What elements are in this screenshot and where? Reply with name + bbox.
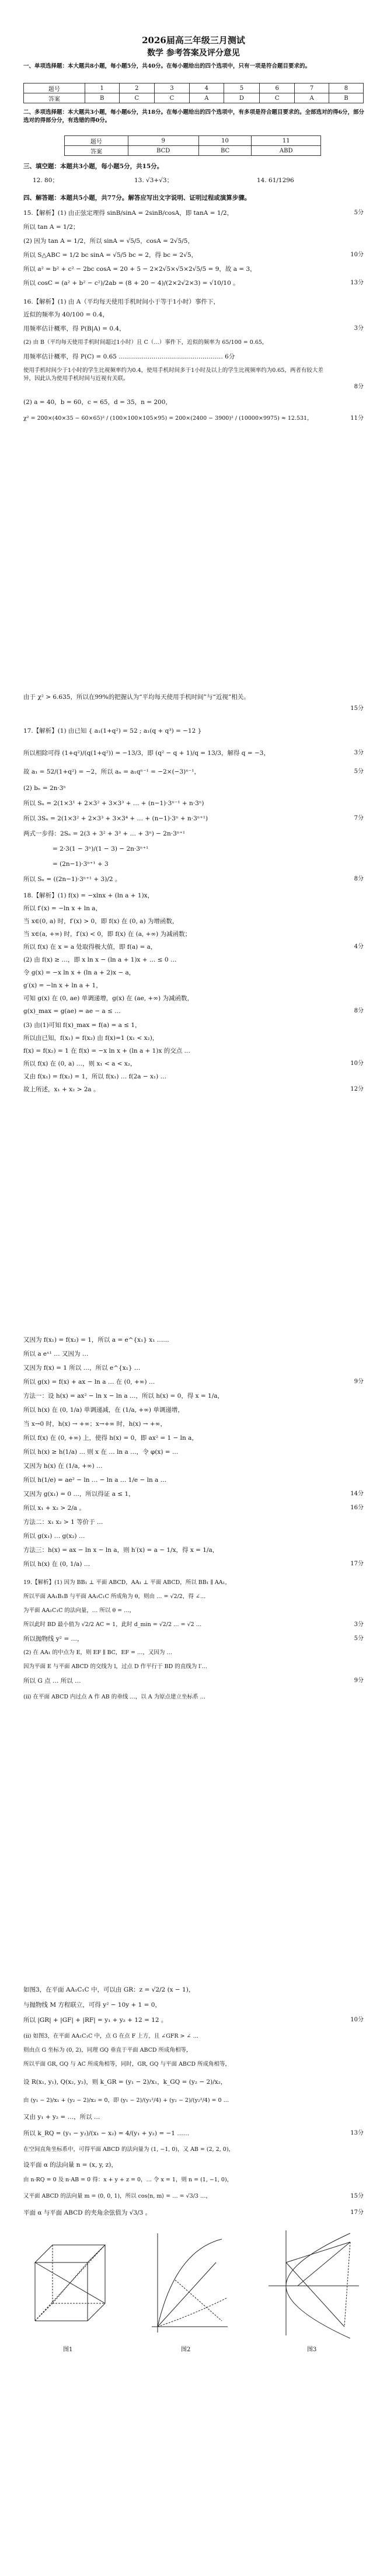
table-cell: 答案 xyxy=(24,93,85,103)
q19-line: 又平面 ABCD 的法向量 m = (0, 0, 1)，所以 cos⟨n, m⟩ = … = √3/3 …， xyxy=(23,2193,211,2199)
q16-line: χ² = 200×(40×35 − 60×65)² / (100×100×105×95) = 200×(2400 − 3900)² / (10000×9975) ≈ 12.531， xyxy=(23,415,313,422)
q17-line: (2) bₙ = 2n·3ⁿ xyxy=(23,785,66,792)
score-mark: 5分 xyxy=(354,768,364,775)
q18-line: 所以 g(x) = f(x) + ax − ln a … 在 (0, +∞) … xyxy=(23,1378,155,1386)
q18-line: 18.【解析】(1) f(x) = −xlnx + (ln a + 1)x， xyxy=(23,892,154,899)
q18-line: (2) 由 f(x) ≥ …，即 x ln x − (ln a + 1)x + … ≤ 0 … xyxy=(23,956,177,963)
table-row xyxy=(24,93,364,103)
section1-heading: 一、单项选择题：本大题共8小题，每小题5分，共40分。在每小题给出的四个选项中，只有一项是符合题目要求的。 xyxy=(23,63,311,69)
table-cell: 11 xyxy=(252,136,321,146)
score-mark: 15分 xyxy=(350,2193,364,2199)
table-row xyxy=(65,136,321,146)
table-cell: 3 xyxy=(154,83,189,93)
q18-line: 所以 a eˣ¹ … 又因为 … xyxy=(23,1350,89,1357)
q19-line: (ⅱ) 在平面 ABCD 内过点 A 作 AB 的垂线 …，以 A 为原点建立坐标系 … xyxy=(23,1694,206,1700)
q18-line: f(x) = f(x₂) = 1 在 f(x) = −x ln x + (ln a + 1)x 的交点 … xyxy=(23,1047,191,1054)
table-cell: BCD xyxy=(128,146,198,156)
q17-line: 17.【解析】(1) 由已知 { a₁(1+q²) = 52 ; a₁(q + q³) = −12 } xyxy=(23,727,202,734)
q18-line: 可知 g(x) 在 (0, ae) 单调递增，g(x) 在 (ae, +∞) 为减函数， xyxy=(23,995,193,1002)
table-cell: C xyxy=(260,93,295,103)
score-mark: 3分 xyxy=(354,750,364,756)
q17-line: 所以相除可得 (1+q²)/(q(1+q²)) = −13/3，即 (q² − q + 1)/q = 13/3，解得 q = −3， xyxy=(23,750,270,757)
q15-line: 所以 cosC = (a² + b² − c²)/2ab = (8 + 20 − 4)/(2×2√2×3) = √10/10 。 xyxy=(23,280,239,287)
q18-line: (3) 由(1)可知 f(x)_max = f(a) = a ≤ 1， xyxy=(23,1022,141,1029)
q16-line: 用频率估计概率，得 P(C) = 0.65 …………………………………………… 6分 xyxy=(23,353,235,360)
score-mark: 16分 xyxy=(350,1505,364,1511)
q19-line: 所以 k_RQ = (y₁ − y₂)/(x₁ − x₂) = 4/(y₁ + y₂) = −1 …… xyxy=(23,2130,190,2137)
section1-answer-table xyxy=(23,83,364,103)
score-mark: 17分 xyxy=(350,1561,364,1567)
score-mark: 10分 xyxy=(350,1060,364,1067)
q18-line: 当 x∈(a, +∞) 时，f′(x) < 0，即 f(x) 在 (a, +∞) 为减函数； xyxy=(23,931,191,938)
q19-line: 所以抛物线 y² = …， xyxy=(23,1635,83,1642)
table-cell: C xyxy=(119,93,154,103)
score-mark: 11分 xyxy=(350,415,364,422)
score-mark: 8分 xyxy=(354,876,364,882)
q18-line: 方法三：h(x) = ax − ln x − ln a，则 h′(x) = a − 1/x，得 x = 1/a， xyxy=(23,1547,219,1554)
q19-line: 如图3，在平面 AA₁C₁C 中，可以由 GR：z = √2/2 (x − 1)， xyxy=(23,1986,195,1993)
section2-heading: 二、多项选择题：本大题共3小题，每小题6分，共18分。在每小题给出的四个选项中，有多项是符合题目要求的。全部选对的得6分，部分选对的得部分分，有选错的得0分。 xyxy=(23,109,365,124)
q18-line: 所以 f(x) 在 (0, a) …，则 x₁ < a < x₂， xyxy=(23,1060,137,1067)
q16-line: 近似的频率为 40/100 = 0.4， xyxy=(23,311,109,318)
q19-line: 平面 α 与平面 ABCD 的夹角余弦值为 √3/3 。 xyxy=(23,2209,152,2216)
figure-1-caption: 图1 xyxy=(63,2347,73,2353)
q16-line: 用频率估计概率，得 P(B|A) = 0.4， xyxy=(23,325,125,332)
score-mark: 13分 xyxy=(350,2130,364,2136)
q17-line: 故 a₁ = 52/(1+q²) = −2，所以 aₙ = a₁qⁿ⁻¹ = −2×(−3)ⁿ⁻¹， xyxy=(23,768,201,775)
q19-line: 设 R(x₁, y₁), Q(x₂, y₂)，则 k_GR = (y₁ − 2)/x₁，k_GQ = (y₂ − 2)/x₂， xyxy=(23,2079,227,2086)
q17-line: 所以 Sₙ = 2(1×3¹ + 2×3² + 3×3³ + … + (n−1)·3ⁿ⁻¹ + n·3ⁿ) xyxy=(23,800,204,807)
table-cell: A xyxy=(295,93,329,103)
q16-line: 16.【解析】(1) 由 A（平均每天使用手机时间小于等于1小时）事件下， xyxy=(23,298,220,305)
q15-line: 所以 tan A = 1/2； xyxy=(23,224,79,231)
q18-line: 又因为 f(x) = 1 所以 …，所以 e^{x₁} … xyxy=(23,1364,141,1371)
score-mark: 7分 xyxy=(354,815,364,821)
q17-line: 两式一步得：2Sₙ = 2(3 + 3² + 3³ + … + 3ⁿ) − 2n·3ⁿ⁺¹ xyxy=(23,830,186,837)
q19-line: 所以此时 BD 最小值为 √2/2 AC = 1，此时 d_min = √2/2 … = √2 … xyxy=(23,1621,202,1628)
q17-line: 所以 Sₙ = ((2n−1)·3ⁿ⁺¹ + 3)/2 。 xyxy=(23,876,121,883)
score-mark: 4分 xyxy=(354,944,364,950)
q16-line: (2) 由 B（平均每天使用手机时间超过1小时）且 C（…）事件下，近似的频率为 65/100 = 0.65， xyxy=(23,339,268,346)
q15-line: 所以 a² = b² + c² − 2bc cosA = 20 + 5 − 2×2√5×√5×2√5/5 = 9，故 a = 3， xyxy=(23,266,256,273)
q19-line: 由 (y₁ − 2)/x₁ + (y₂ − 2)/x₂ = 0，即 (y₁ − 2)/(y₁²/4) + (y₂ − 2)/(y₂²/4) = 0 … xyxy=(23,2097,229,2104)
figure-3-parabola-chords xyxy=(263,2227,362,2338)
table-cell: 题号 xyxy=(65,136,128,146)
q18-line: 方法一：设 h(x) = ax² − ln x − ln a …，所以 h(x) = 0，得 x = 1/a， xyxy=(23,1393,224,1400)
q18-line: 又因为 h(x) 在 (1/a, +∞) … xyxy=(23,1463,103,1470)
score-mark: 8分 xyxy=(354,1008,364,1014)
score-mark: 5分 xyxy=(354,1635,364,1642)
doc-title: 2026届高三年级三月测试 xyxy=(142,35,245,46)
page-2 xyxy=(0,644,387,1288)
q15-line: (2) 因为 tan A = 1/2，所以 sinA = √5/5，cosA = 2√5/5， xyxy=(23,238,194,245)
score-mark: 10分 xyxy=(350,2017,364,2023)
table-cell: 9 xyxy=(128,136,198,146)
q19-line: 则由点 G 坐标为 (0, 2)，同理 GQ 垂直于平面 ABCD 所成角相等， xyxy=(23,2047,192,2053)
q16-conclusion: 由于 χ² > 6.635，所以在99%的把握认为“平均每天使用手机时间”与“近视”相关。 xyxy=(23,694,250,701)
q16-line: (2) a = 40，b = 60，c = 65，d = 35，n = 200， xyxy=(23,399,172,406)
q18-line: 又由 f(x₁) = f(x₂) = 1，所以 f(x₁) … f(2a − x₁) … xyxy=(23,1073,167,1080)
section2-answer-table xyxy=(64,135,321,156)
q19-line: 因为平面 E 与平面 ABCD 的交线为 l，过点 D 作平行于 BD 的直线为 l′… xyxy=(23,1663,207,1670)
score-mark: 9分 xyxy=(354,1378,364,1385)
table-cell: 题号 xyxy=(24,83,85,93)
score-mark: 8分 xyxy=(354,384,364,390)
q19-line: 又由 y₁ + y₂ = …，所以 … xyxy=(23,2114,100,2121)
answer-13: 13. √3+√3； xyxy=(134,177,173,184)
q17-line: = (2n−1)·3ⁿ⁺¹ + 3 xyxy=(53,861,109,868)
table-row xyxy=(24,83,364,93)
q15-line: 所以 S△ABC = 1/2 bc sinA = √5/5 bc = 2，得 bc = 2√5， xyxy=(23,252,197,259)
q19-line: 所以 |GR| + |GF| + |RF| = y₁ + y₂ + 12 = 12 。 xyxy=(23,2017,168,2024)
q18-line: 方法二：x₁ x₂ > 1 等价于 … xyxy=(23,1519,103,1526)
section3-heading: 三、填空题：本题共3小题，每小题5分，共15分。 xyxy=(23,163,163,170)
q18-line: 又因为 f(x₁) = f(x₂) = 1，所以 a = e^{x₁} x₁ …… xyxy=(23,1336,169,1343)
q18-line: 故上所述，x₁ + x₂ > 2a 。 xyxy=(23,1086,100,1093)
score-mark: 3分 xyxy=(354,1621,364,1628)
q18-line: 所以 h(1/e) = ae² − ln … − ln a … 1/e − ln a … xyxy=(23,1477,167,1484)
q18-line: 又因为 g(x₁) = 0 …，所以得证 a ≤ 1， xyxy=(23,1491,135,1498)
q19-line: 与抛物线 M 方程联立，可得 y² − 10y + 1 = 0， xyxy=(23,2001,161,2008)
q19-line: 设平面 α 的法向量 n = (x, y, z)， xyxy=(23,2161,117,2168)
table-cell: ABD xyxy=(252,146,321,156)
doc-subtitle: 数学 参考答案及评分意见 xyxy=(147,48,240,58)
q18-line: 所以 f′(x) = −ln x + ln a， xyxy=(23,905,102,912)
table-row xyxy=(65,146,321,156)
q18-line: 令 g(x) = −x ln x + (ln a + 2)x − a， xyxy=(23,969,135,976)
table-cell: C xyxy=(154,93,189,103)
answer-14: 14. 61/1296 xyxy=(257,177,294,184)
q18-line: 所以 x₁ + x₂ > 2/a 。 xyxy=(23,1505,85,1512)
q16-line: 使用手机时间少于1小时的学生比视频率约为0.4，使用手机时间多于1小时及以上的学生比视频率约为0.65，两者有较大差异，因此认为使用手机时间与近视有关联。 xyxy=(23,367,323,382)
q19-line: 所以平面 AA₁B₁B 与平面 AA₁C₁C 所成角为 θ，则由 … = √2/2，得 ∠… xyxy=(23,1593,206,1600)
table-cell: 2 xyxy=(119,83,154,93)
score-mark: 14分 xyxy=(350,1491,364,1497)
page-4 xyxy=(0,1932,387,2576)
q18-line: 所以 h(x) 在 (0, 1/a) … xyxy=(23,1561,90,1568)
answer-12: 12. 80； xyxy=(33,177,58,184)
figure-2-caption: 图2 xyxy=(181,2347,191,2353)
q18-line: 所以 h(x) 在 (0, 1/a) 单调递减，在 (1/a, +∞) 单调递增， xyxy=(23,1407,184,1414)
table-cell: 1 xyxy=(85,83,119,93)
table-cell: 7 xyxy=(295,83,329,93)
q18-line: 所以由已知，f(x₁) = f(x₂) 由 f(x)=1 (x₁ < x₂)， xyxy=(23,1035,159,1042)
table-cell: D xyxy=(224,93,259,103)
table-cell: 10 xyxy=(198,136,252,146)
table-cell: B xyxy=(85,93,119,103)
q19-line: 所以 G 点 … 所以 … xyxy=(23,1677,81,1684)
q18-line: 所以 g(x₁) … g(x₂) … xyxy=(23,1533,85,1540)
q19-line: 为平面 AA₁C₁C 的法向量，… 所以 θ = …， xyxy=(23,1607,135,1614)
q15-line: 15.【解析】(1) 由正弦定理得 sinB/sinA = 2sinB/cosA，即 tanA = 1/2， xyxy=(23,210,233,217)
score-mark: 12分 xyxy=(350,1086,364,1092)
score-mark: 5分 xyxy=(354,210,364,216)
table-cell: A xyxy=(190,93,224,103)
q18-line: 所以 h(x) ≥ h(1/a) … 则 x 在 … ln a …，令 φ(x) = … xyxy=(23,1449,179,1456)
figure-2-plane-parabola xyxy=(140,2227,233,2338)
table-cell: 6 xyxy=(260,83,295,93)
q19-line: 由 n·RQ = 0 及 n·AB = 0 得：x + y + z = 0，… 令 x = 1，则 n = (1, −1, 0)， xyxy=(23,2177,233,2183)
figure-1-prism xyxy=(23,2227,117,2338)
q18-line: g(x)_max = g(ae) = ae − a ≤ … xyxy=(23,1008,121,1015)
q19-line: 在空间直角坐标系中，可得平面 ABCD 的法向量为 (1, −1, 0)，又 AB = (2, 2, 0)， xyxy=(23,2146,235,2153)
q18-line: 所以 f(x) 在 (0, +∞) 上，使得 h(x) = 0，即 ax² = 1 − ln a， xyxy=(23,1435,198,1442)
score-mark: 9分 xyxy=(354,1677,364,1684)
score-mark: 3分 xyxy=(354,325,364,332)
table-cell: BC xyxy=(198,146,252,156)
table-cell: 8 xyxy=(329,83,363,93)
page-1 xyxy=(0,0,387,644)
table-cell: 答案 xyxy=(65,146,128,156)
score-mark: 13分 xyxy=(350,280,364,286)
page-3 xyxy=(0,1288,387,1932)
score-mark: 15分 xyxy=(350,705,364,712)
table-cell: B xyxy=(329,93,363,103)
q19-line: 所以平面 GR, GQ 与 AC 所成角相等，同时，GR, GQ 与平面 ABCD 所成角相等， xyxy=(23,2061,231,2067)
table-cell: 4 xyxy=(190,83,224,93)
score-mark: 17分 xyxy=(350,2209,364,2216)
table-cell: 5 xyxy=(224,83,259,93)
q19-line: (ⅱ) 如图3，在平面 AA₁C₁C 中，点 G 在点 F 上方，且 ∠GFR > ∠ … xyxy=(23,2033,199,2039)
figure-3-caption: 图3 xyxy=(307,2347,317,2353)
q18-line: g′(x) = −ln x + ln a + 1， xyxy=(23,982,102,989)
q19-line: (2) 在 AA₁ 的中点为 E，则 EF ∥ BC，EF = …，又因为 … xyxy=(23,1649,172,1656)
q17-line: 所以 3Sₙ = 2(1×3² + 2×3³ + 3×3⁴ + … + (n−1)·3ⁿ + n·3ⁿ⁺¹) xyxy=(23,815,208,822)
q17-line: = 2·3(1 − 3ⁿ)/(1 − 3) − 2n·3ⁿ⁺¹ xyxy=(53,845,149,852)
q18-line: 当 x→0 时，h(x) → +∞；x→+∞ 时，h(x) → +∞， xyxy=(23,1421,166,1428)
section4-heading: 四、解答题：本题共5小题，共77分。解答应写出文字说明、证明过程或演算步骤。 xyxy=(23,194,251,201)
q19-line: 19.【解析】(1) 因为 BB₁ ⊥ 平面 ABCD，AA₁ ⊥ 平面 ABCD，所以 BB₁ ∥ AA₁， xyxy=(23,1579,231,1586)
q18-line: 所以 f(x) 在 x = a 处取得极大值，即 f(a) = a， xyxy=(23,944,157,951)
score-mark: 10分 xyxy=(350,252,364,258)
q18-line: 当 x∈(0, a) 时，f′(x) > 0，即 f(x) 在 (0, a) 为增函数， xyxy=(23,918,179,925)
